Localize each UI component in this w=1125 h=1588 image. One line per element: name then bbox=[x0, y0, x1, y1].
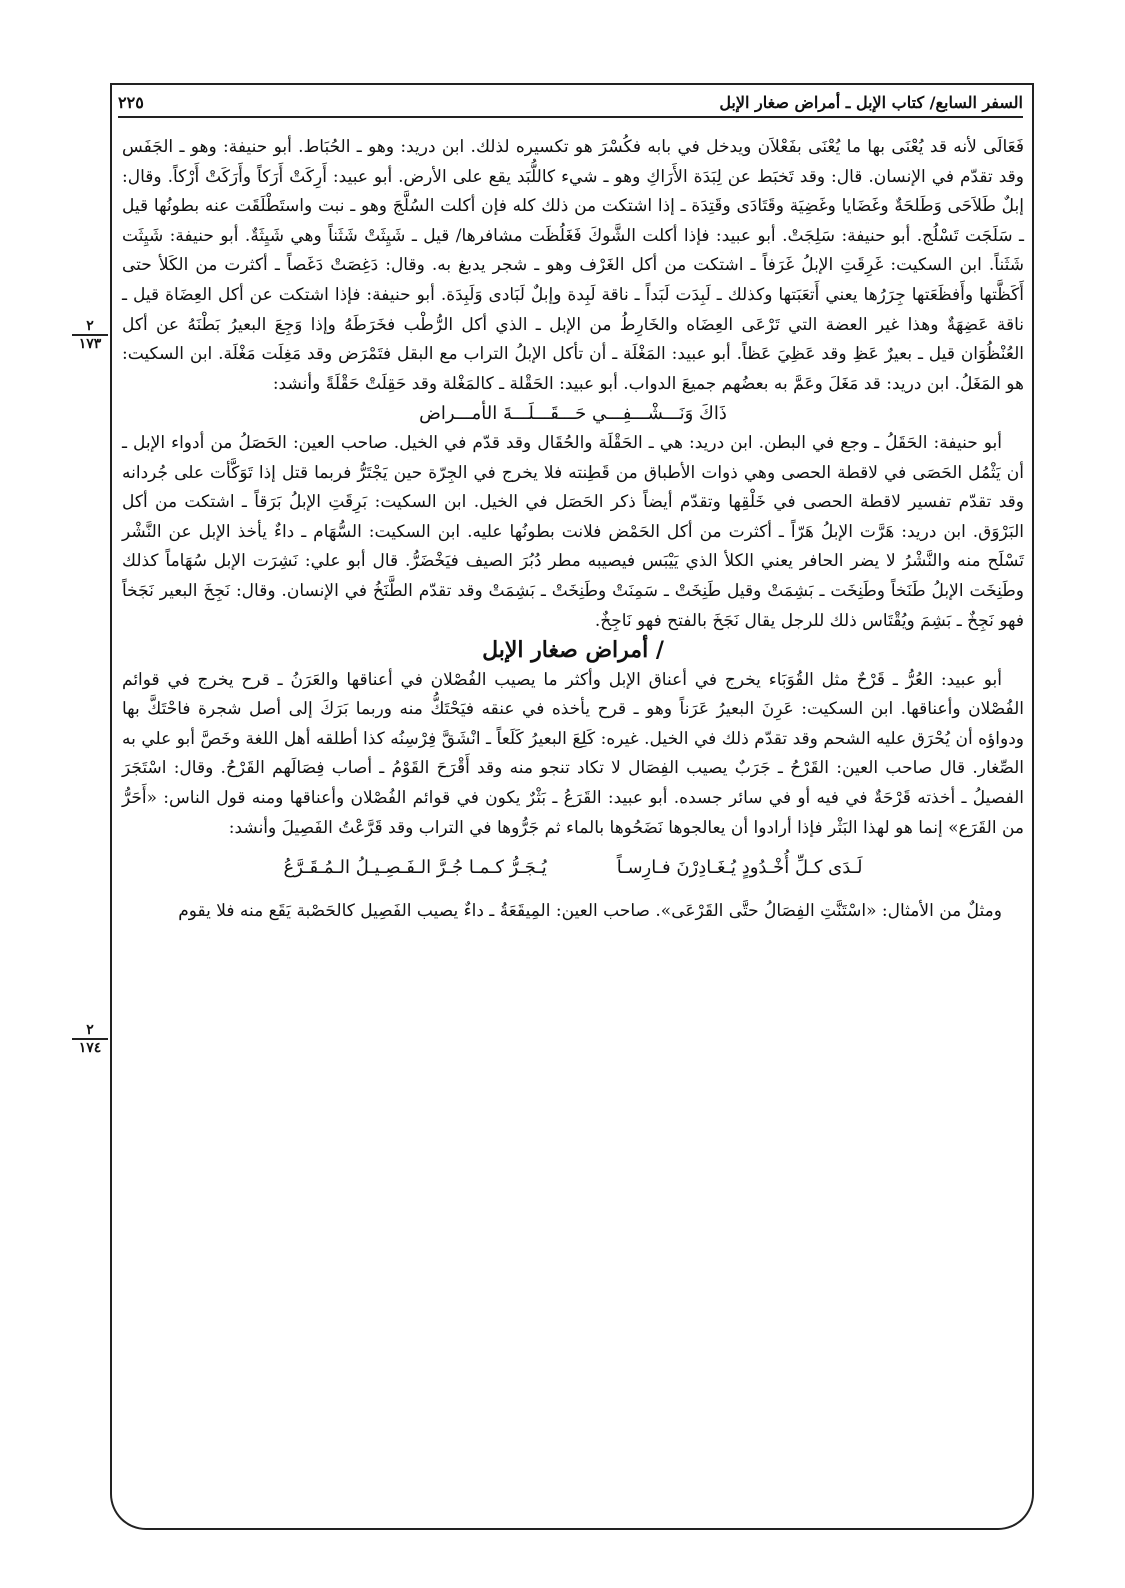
marker-top: ٢ bbox=[72, 1022, 108, 1040]
section-title: / أمراض صغار الإبل bbox=[482, 637, 664, 664]
marker-bottom: ١٧٣ bbox=[78, 336, 102, 352]
couplet-first-hemistich: لَـدَى كـلِّ أُخْـدُودٍ يُـغَـادِرْنَ فـارِسـاً bbox=[616, 857, 863, 879]
page-body bbox=[122, 133, 1024, 926]
page-number: ٢٢٥ bbox=[118, 92, 144, 112]
header-title: السفر السابع/ كتاب الإبل ـ أمراض صغار الإبل bbox=[719, 92, 1023, 112]
margin-marker-173 bbox=[72, 318, 108, 352]
marker-bottom: ١٧٤ bbox=[78, 1040, 102, 1056]
poetry-couplet bbox=[122, 853, 1024, 883]
verse-line: ذَاكَ وَنَـــشْـــفِـــي حَـــقَـــلَـــةَ الأمـــراض bbox=[419, 403, 727, 425]
running-header bbox=[118, 88, 1023, 118]
paragraph-3: أبو عبيد: العُرُّ ـ قَرْحٌ مثل القُوَبَاء يخرج في أعناق الإبل وأكثر ما يصيب الفُصْلان في أعناقها والعَرَنُ ـ قرح يخرج في قوائم الفُصْلان وأعناقها. ابن السكيت: عَرِنَ البعيرُ عَرَناً وهو ـ قرح يأخذه في عنقه فيَحْتَكُّ منه وربما بَرَكَ إلى أصل شجرة فاحْتَكَّ بها ودواؤه أن يُحْرَق عليه الشحم وقد تقدّم ذلك في الخيل. غيره: كَلِعَ البعيرُ كَلَعاً ـ انْشَقَّ فِرْسِنُه كذا أطلقه أهل اللغة وخَصَّ أبو علي به الصِّغار. قال صاحب العين: القَرْحُ ـ جَرَبٌ يصيب الفِصَال لا تكاد تنجو منه وقد أَقْرَحَ القَوْمُ ـ أصاب فِصَالَهم القَرْحُ. وقال: اسْتَجَرَ الفصيلُ ـ أخذته قَرْحَةٌ في فيه أو في سائر جسده. أبو عبيد: القَرَعُ ـ بَثْرٌ يكون في قوائم الفُصْلان وأعناقها ومنه قول الناس: «أَحَرُّ من القَرَع» إنما هو لهذا البَثْر فإذا أرادوا أن يعالجوها نَضَحُوها بالماء ثم جَرُّوها في التراب وقد قَرَّعْتُ الفَصِيلَ وأنشد: bbox=[122, 669, 1024, 838]
marker-top: ٢ bbox=[72, 318, 108, 336]
paragraph-4: ومثلٌ من الأمثال: «اسْتَنَّتِ الفِصَالُ حتَّى القَرْعَى». صاحب العين: المِيقَعَةُ ـ داءٌ يصيب الفَصِيل كالحَصْبة يَقَع منه فلا يقوم bbox=[178, 900, 1002, 921]
paragraph-2: أبو حنيفة: الحَقَلُ ـ وجع في البطن. ابن دريد: هي ـ الحَقْلَة والحُقَال وقد قدّم في الخيل. صاحب العين: الحَصَلُ من أدواء الإبل ـ أن يَثْمُل الحَصَى في لاقطة الحصى وهي ذوات الأطباق من قَطِنته فلا يخرج في الجِرّة حين يَجْتَرُّ فربما قتل إذا تَوَكَّأت على جُردانه وقد تقدّم تفسير لاقطة الحصى في خَلْقِها وتقدّم أيضاً ذكر الحَصَل في الخيل. ابن السكيت: بَرِقَتِ الإبلُ بَرَقاً ـ اشتكت من أكل البَرْوَق. ابن دريد: هَرَّت الإبلُ هَرّاً ـ أكثرت من أكل الحَمْض فلانت بطونُها عليه. ابن السكيت: السُّهَام ـ داءٌ يأخذ الإبل عن النَّشْر تَسْلَح منه والنَّشْرُ لا يضر الحافر يعني الكلأ الذي يَيْبَس فيصيبه مطر دُبُرَ الصيف فيَخْضَرُّ. قال أبو علي: نَشِرَت الإبل سُهَاماً كذلك وطَنِخَت الإبلُ طَنَخاً وطَنِخَت ـ بَشِمَتْ وقيل طَنِخَتْ ـ سَمِنَتْ وطَنِخَتْ ـ بَشِمَتْ وقد تقدّم الطَّنَخُ في الإنسان. وقال: نَجِخَ البعير نَجَخاً فهو نَجِخٌ ـ بَشِمَ ويُقْتَاس ذلك للرجل يقال نَجَخَ بالفتح فهو نَاجِخٌ. bbox=[122, 432, 1024, 631]
paragraph-1: فَعَالَى لأنه قد يُعْنَى بها ما يُعْنَى بفَعْلاَن ويدخل في بابه فكُسْرَ هو تكسيره لذلك. ابن دريد: وهو ـ الحُبَاط. أبو حنيفة: وهو ـ الجَفَس وقد تقدّم في الإنسان. قال: وقد تَخبَط عن لِبَدَة الأَرَاكِ وهو ـ شيء كاللُّبَد يقع على الأرض. أبو عبيد: أَرِكَتْ أَرَكاً وأَرَكَتْ أَرْكاً. وقال: إبلٌ طَلاَحَى وَطَلحَةٌ وغَضَايا وغَضِيَة وقَتَادَى وقَتِدَة ـ إذا اشتكت من ذلك كله فإن أكلت السُلَّجَ وهو ـ نبت واستَطْلَقَت عنه بطونُها قيل ـ سَلَجَت تَسْلُج. أبو حنيفة: سَلِجَتْ. أبو عبيد: فإذا أكلت الشَّوكَ فَغَلُظَت مشافرها/ قيل ـ شَيِثَتْ شَثَناً وهي شَيِثَةٌ. أبو حنيفة: شَيِثَت شَثَناً. ابن السكيت: غَرِقَتِ الإبلُ غَرَفاً ـ اشتكت من أكل الغَرْف وهو ـ شجر يدبغ به. وقال: دَغِصَتْ دَغَصاً ـ أكثرت من الكَلأ حتى أَكَظَّتها وأَفظَعَتها جِرَرُها يعني أَتعَبَتها وكذلك ـ لَبِدَت لَبَداً ـ ناقة لَبِدة وإبلٌ لَبَادى وَلَبِدَة. أبو حنيفة: فإذا اشتكت عن أكل العِضَاة قيل ـ ناقة عَضِهَةٌ وهذا غير العضة التي تَرْعَى العِضَاه والخَارِطُ من الإبل ـ الذي أكل الرُّطْب فخَرَطَهُ وإذا وَجِعَ البعيرُ بَطْنَهُ عن أكل العُنْظُوَان قيل ـ بعيرٌ عَظِ وقد عَظِيَ عَظاً. أبو عبيد: المَغْلَة ـ أن تأكل الإبلُ التراب مع البقل فتَمْرَض وقد مَغِلَت مَغْلَة. ابن السكيت: هو المَغَلُ. ابن دريد: قد مَغَلَ وعَمَّ به بعضُهم جميعَ الدواب. أبو عبيد: الحَقْلة ـ كالمَغْلة وقد حَقِلَتْ حَقْلَةً وأنشد: bbox=[122, 137, 1024, 394]
couplet-second-hemistich: يُـجَـرُّ كـمـا جُـرَّ الـفَـصِـيـلُ الـمُـقَـرَّعُ bbox=[283, 857, 547, 879]
margin-marker-174 bbox=[72, 1022, 108, 1056]
